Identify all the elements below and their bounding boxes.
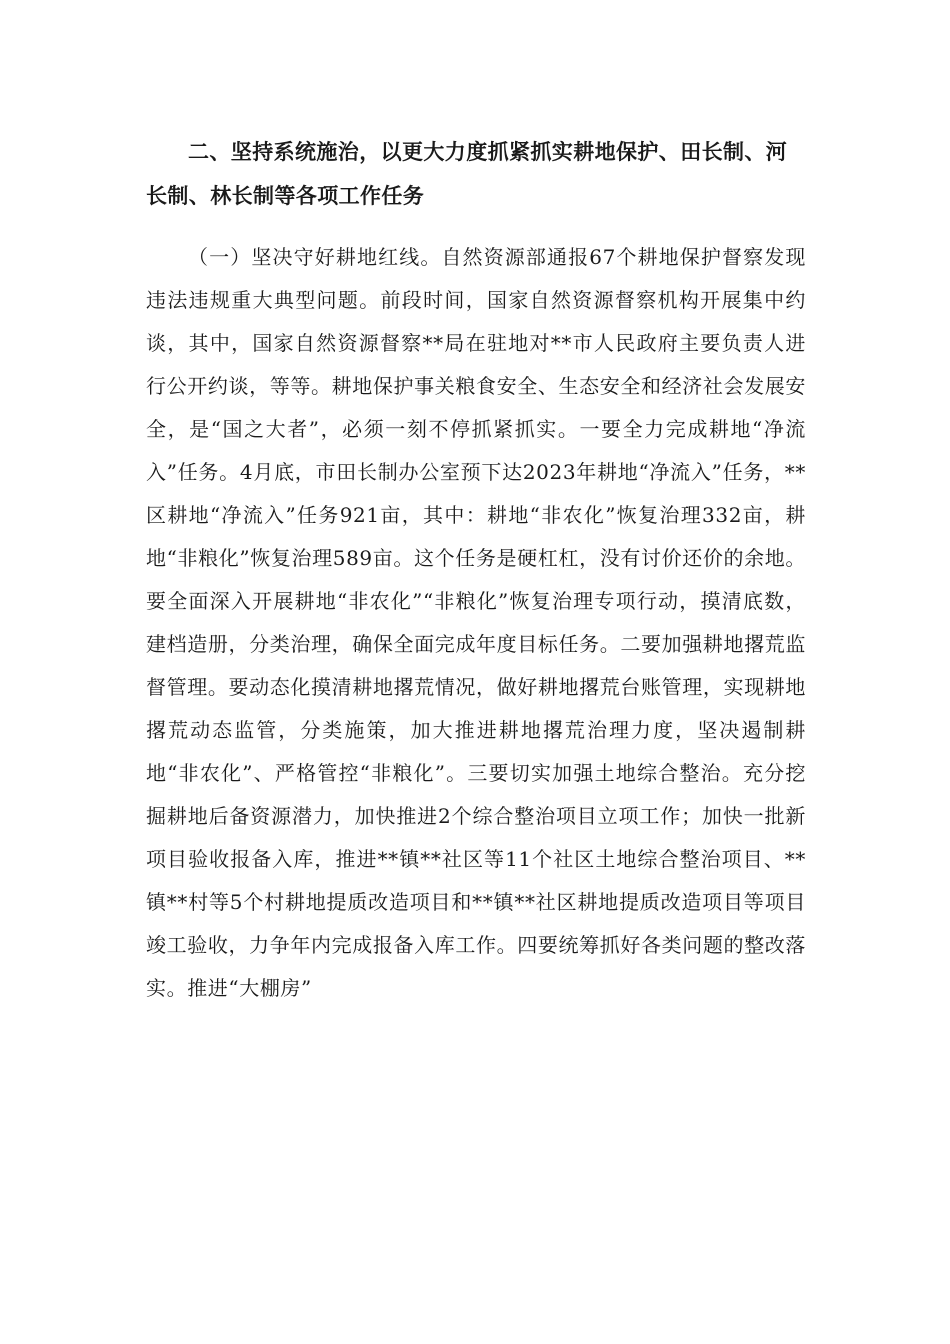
body-paragraph: （一）坚决守好耕地红线。自然资源部通报67个耕地保护督察发现违法违规重大典型问题。前段时间，国家自然资源督察机构开展集中约谈，其中，国家自然资源督察**局在驻地对**市人民政府主要负责人进行公开约谈，等等。耕地保护事关粮食安全、生态安全和经济社会发展安全，是“国之大者”，必须一刻不停抓紧抓实。一要全力完成耕地“净流入”任务。4月底，市田长制办公室预下达2023年耕地“净流入”任务，**区耕地“净流入”任务921亩，其中：耕地“非农化”恢复治理332亩，耕地“非粮化”恢复治理589亩。这个任务是硬杠杠，没有讨价还价的余地。要全面深入开展耕地“非农化”“非粮化”恢复治理专项行动，摸清底数，建档造册，分类治理，确保全面完成年度目标任务。二要加强耕地撂荒监督管理。要动态化摸清耕地撂荒情况，做好耕地撂荒台账管理，实现耕地撂荒动态监管，分类施策，加大推进耕地撂荒治理力度，坚决遏制耕地“非农化”、严格管控“非粮化”。三要切实加强土地综合整治。充分挖掘耕地后备资源潜力，加快推进2个综合整治项目立项工作；加快一批新项目验收报备入库，推进**镇**社区等11个社区土地综合整治项目、**镇**村等5个村耕地提质改造项目和**镇**社区耕地提质改造项目等项目竣工验收，力争年内完成报备入库工作。四要统筹抓好各类问题的整改落实。推进“大棚房” [146,245,806,1000]
section-heading: 二、坚持系统施治，以更大力度抓紧抓实耕地保护、田长制、河长制、林长制等各项工作任务 [146,139,788,208]
